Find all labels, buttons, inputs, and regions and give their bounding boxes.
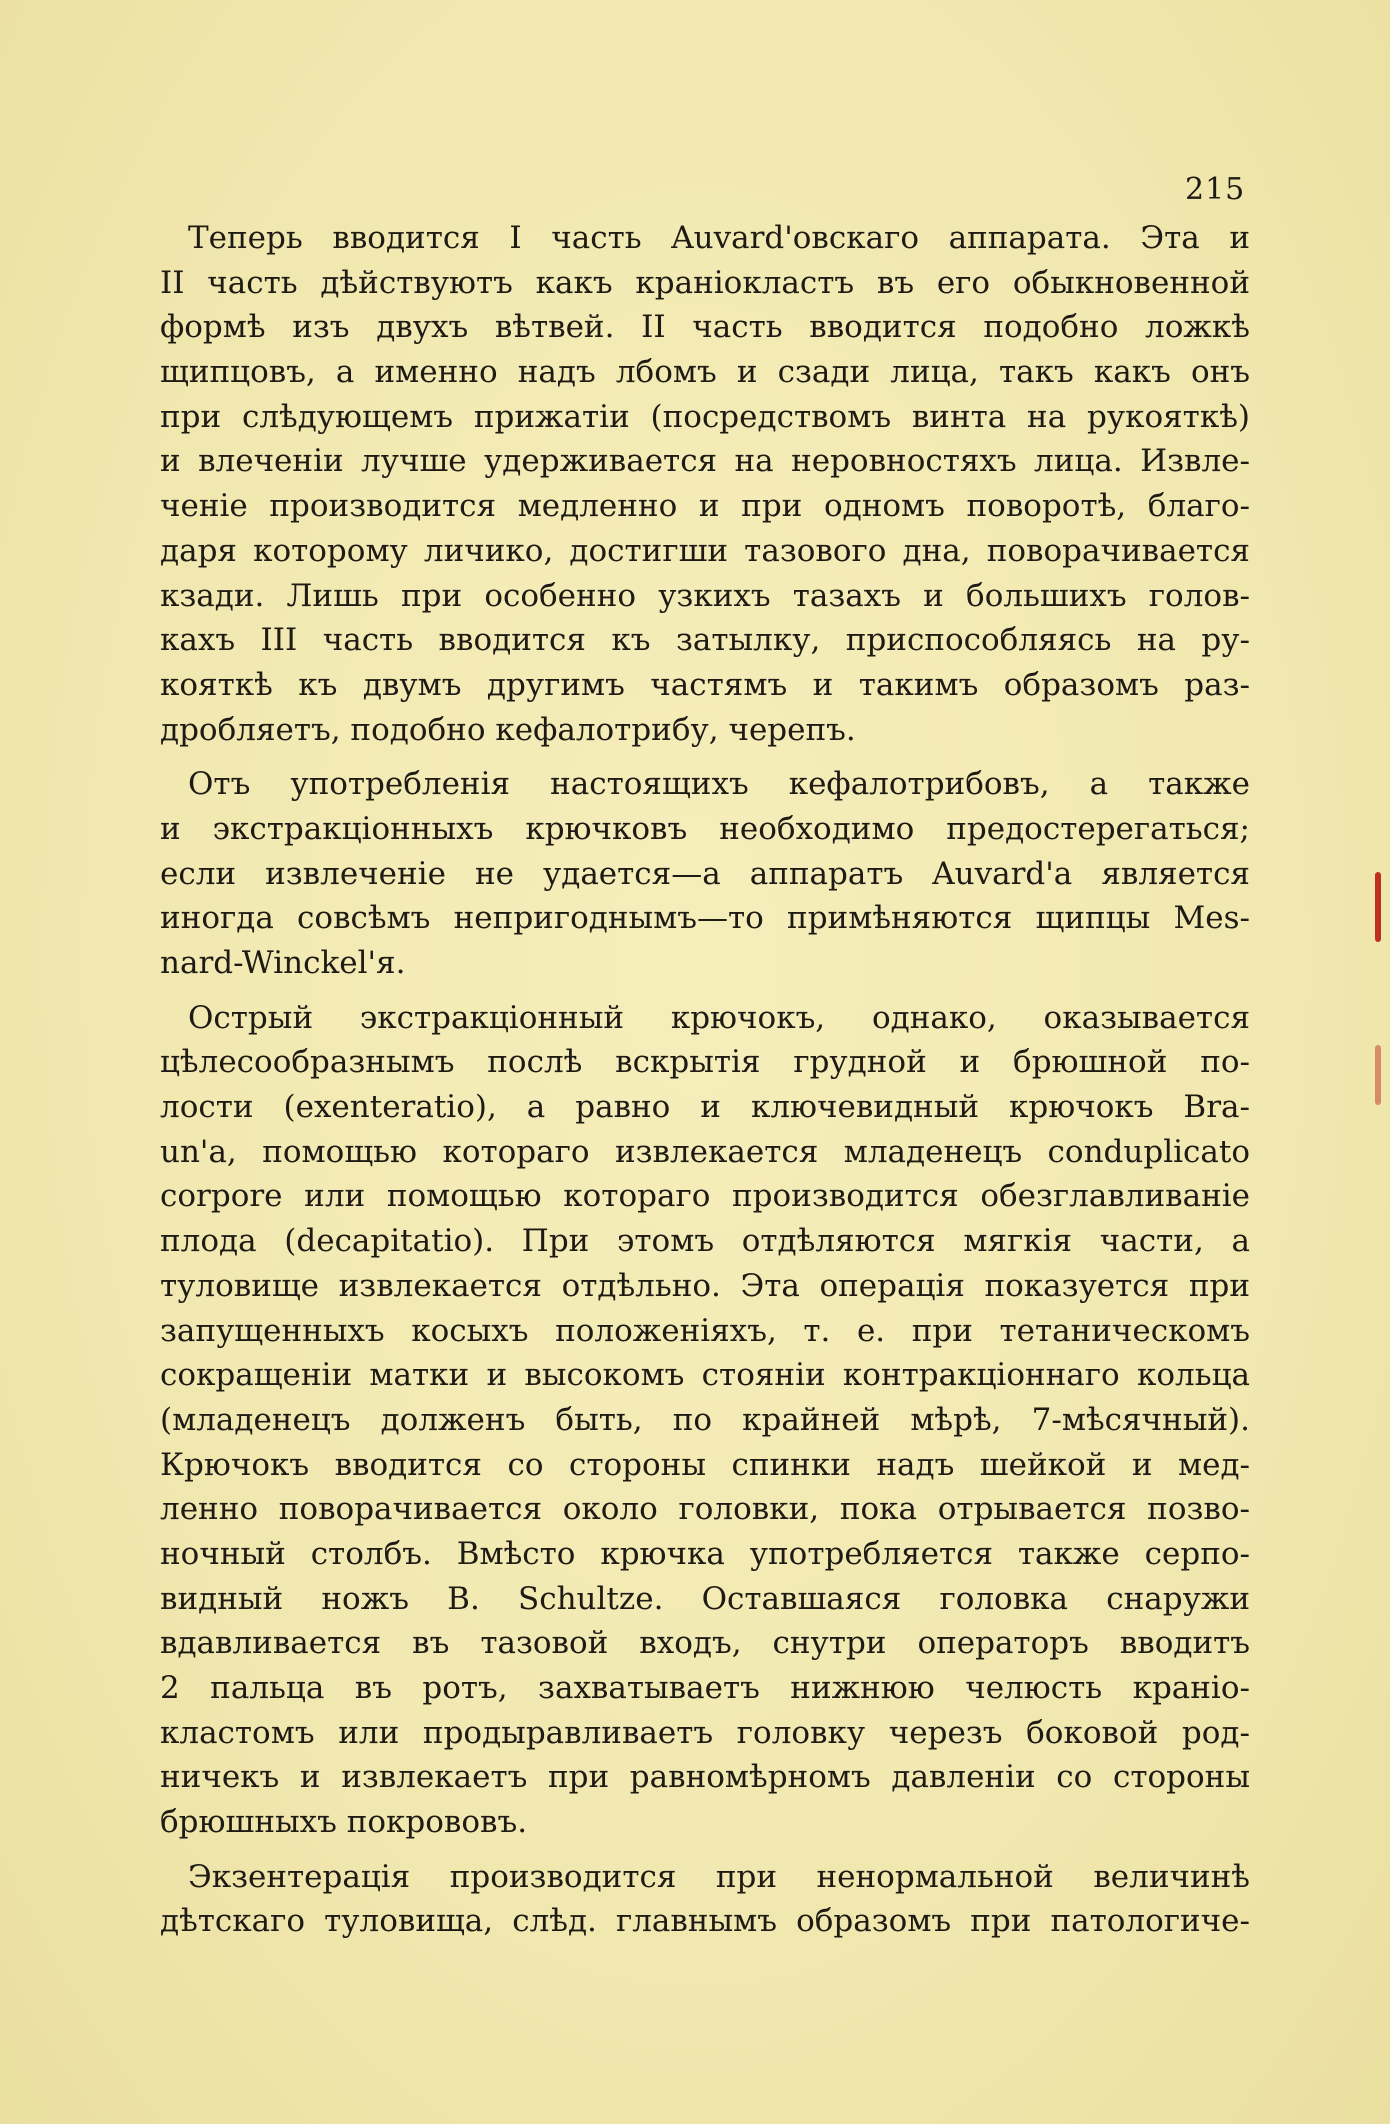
text-line: формѣ изъ двухъ вѣтвей. II часть вводится подобно ложкѣ: [160, 309, 1250, 346]
paragraph-3: [160, 996, 1250, 1845]
text-line: брюшныхъ покрововъ.: [160, 1804, 528, 1841]
text-line: при слѣдующемъ прижатіи (посредствомъ винта на рукояткѣ): [160, 398, 1250, 435]
text-line: ночный столбъ. Вмѣсто крючка употребляется также серпо-: [160, 1535, 1250, 1572]
text-line: ленно поворачивается около головки, пока отрывается позво-: [160, 1491, 1250, 1528]
text-line: и экстракціонныхъ крючковъ необходимо предостерегаться;: [160, 810, 1250, 847]
text-line: видный ножъ B. Schultze. Оставшаяся головка снаружи: [160, 1580, 1250, 1617]
text-line: плода (decapitatio). При этомъ отдѣляются мягкія части, а: [160, 1223, 1250, 1260]
text-line: nard-Winckel'я.: [160, 945, 406, 981]
paragraph-2: [160, 762, 1250, 985]
page-number: 215: [1185, 172, 1246, 207]
text-line: лости (exenteratio), а равно и ключевидный крючокъ Bra-: [160, 1089, 1250, 1126]
text-line: ченіе производится медленно и при одномъ поворотѣ, благо-: [160, 488, 1250, 525]
text-line: дѣтскаго туловища, слѣд. главнымъ образомъ при патологиче-: [160, 1903, 1250, 1940]
edge-mark: [1375, 872, 1381, 942]
text-line: кзади. Лишь при особенно узкихъ тазахъ и большихъ голов-: [160, 577, 1250, 614]
text-line: Острый экстракціонный крючокъ, однако, оказывается: [188, 999, 1250, 1036]
text-line: вдавливается въ тазовой входъ, снутри операторъ вводитъ: [160, 1625, 1250, 1662]
text-line: если извлеченіе не удается—а аппаратъ Auvard'а является: [160, 855, 1250, 892]
text-line: цѣлесообразнымъ послѣ вскрытія грудной и брюшной по-: [160, 1044, 1250, 1081]
text-line: щипцовъ, а именно надъ лбомъ и сзади лица, такъ какъ онъ: [160, 354, 1250, 391]
text-line: сокращеніи матки и высокомъ стояніи контракціоннаго кольца: [160, 1357, 1250, 1394]
text-line: кахъ III часть вводится къ затылку, приспособляясь на ру-: [160, 622, 1250, 659]
text-line: кластомъ или продыравливаетъ головку черезъ боковой род-: [160, 1714, 1250, 1751]
edge-mark: [1375, 1045, 1381, 1105]
text-line: 2 пальца въ ротъ, захватываетъ нижнюю челюсть краніо-: [160, 1670, 1250, 1706]
paragraph-1: [160, 216, 1250, 752]
text-line: ничекъ и извлекаетъ при равномѣрномъ давленіи со стороны: [160, 1759, 1250, 1796]
body-text: [160, 216, 1250, 1944]
text-line: запущенныхъ косыхъ положеніяхъ, т. е. при тетаническомъ: [160, 1312, 1250, 1349]
paragraph-4: [160, 1855, 1250, 1944]
text-line: (младенецъ долженъ быть, по крайней мѣрѣ, 7-мѣсячный).: [160, 1401, 1250, 1438]
text-line: Теперь вводится I часть Auvard'овскаго аппарата. Эта и: [188, 220, 1250, 256]
text-line: туловище извлекается отдѣльно. Эта операція показуется при: [160, 1267, 1250, 1304]
text-line: иногда совсѣмъ непригоднымъ—то примѣняются щипцы Mes-: [160, 900, 1250, 937]
text-line: II часть дѣйствуютъ какъ краніокластъ въ его обыкновенной: [160, 264, 1250, 301]
text-line: кояткѣ къ двумъ другимъ частямъ и такимъ образомъ раз-: [160, 666, 1250, 703]
text-line: Экзентерація производится при ненормальной величинѣ: [188, 1858, 1250, 1895]
text-line: corpore или помощью котораго производится обезглавливаніе: [160, 1178, 1250, 1215]
text-line: un'а, помощью котораго извлекается младенецъ conduplicato: [160, 1133, 1250, 1170]
text-line: Отъ употребленія настоящихъ кефалотрибовъ, а также: [188, 766, 1250, 803]
text-line: дробляетъ, подобно кефалотрибу, черепъ.: [160, 711, 856, 748]
text-line: даря которому личико, достигши тазового дна, поворачивается: [160, 532, 1250, 569]
text-line: Крючокъ вводится со стороны спинки надъ шейкой и мед-: [160, 1446, 1250, 1483]
text-line: и влеченіи лучше удерживается на неровностяхъ лица. Извле-: [160, 443, 1250, 480]
